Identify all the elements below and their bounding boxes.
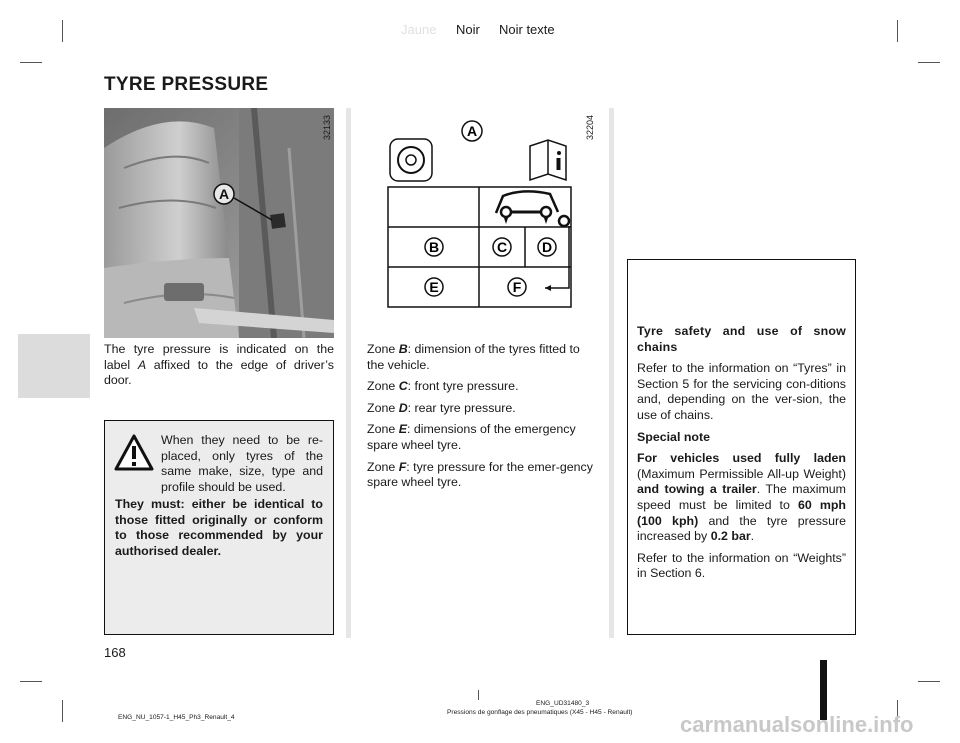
diagram-zone-e: E <box>429 279 439 295</box>
section-tab <box>18 334 90 398</box>
seat-door-photo <box>104 108 334 338</box>
crop-mark <box>20 681 42 682</box>
info-special-note: Special note <box>637 429 710 444</box>
photo-ref-number: 32133 <box>322 114 332 140</box>
zone-item: Zone F: tyre pressure for the emer-gency spare wheel tyre. <box>367 459 593 490</box>
info-para-3: Refer to the information on “Weights” in Section 6. <box>637 550 846 581</box>
warning-text-2: They must: either be identical to those fitted originally or conform to those recommended by your authorised dealer. <box>115 497 323 558</box>
warning-box <box>104 420 334 635</box>
label-ref-a: A <box>137 357 147 372</box>
tyre-label-diagram <box>358 108 606 320</box>
zone-item: Zone C: front tyre pressure. <box>367 379 519 394</box>
info-heading: Tyre safety and use of snow chains <box>637 324 846 354</box>
diagram-zone-b: B <box>428 239 440 255</box>
footer-left: ENG_NU_1057-1_H45_Ph3_Renault_4 <box>118 714 235 721</box>
warning-text-1: When they need to be re-placed, only tyres of the same make, size, type and profile should be used. <box>161 433 323 494</box>
crop-mark <box>918 681 940 682</box>
diagram-zone-c: C <box>496 239 508 255</box>
footer-right-2: Pressions de gonflage des pneumatiques (X45 - H45 - Renault) <box>447 709 633 716</box>
column-divider <box>609 108 614 638</box>
info-box <box>627 259 856 635</box>
plate-jaune: Jaune <box>401 22 437 37</box>
column-divider <box>346 108 351 638</box>
crop-mark <box>918 62 940 63</box>
info-para-2: For vehicles used fully laden (Maximum Permissible All-up Weight) and towing a trailer. The maximum speed must be limited to 60 mph (100 kph) and the tyre pressure increased by 0.2 bar. <box>637 451 846 544</box>
diagram-zone-d: D <box>541 239 553 255</box>
info-box-content <box>637 324 846 588</box>
diagram-zone-f: F <box>512 279 522 295</box>
zone-item: Zone E: dimensions of the emergency spare wheel tyre. <box>367 422 576 452</box>
photo-label-a: A <box>218 186 230 202</box>
zone-item: Zone D: rear tyre pressure. <box>367 400 516 415</box>
page-number: 168 <box>104 645 126 660</box>
label-location-text: The tyre pressure is indicated on the label A affixed to the edge of driver’s door. <box>104 342 334 388</box>
seat-door-illustration <box>104 108 334 338</box>
zones-list <box>367 342 599 497</box>
info-para-1: Refer to the information on “Tyres” in Section 5 for the servicing con-ditions and, depending on the ver-sion, the use of chains. <box>637 361 846 422</box>
diagram-label-a: A <box>466 123 478 139</box>
crop-mark <box>62 20 63 42</box>
warning-triangle-icon <box>113 433 155 473</box>
tyre-label-diagram-svg <box>358 108 606 320</box>
watermark: carmanualsonline.info <box>680 712 914 737</box>
crop-mark <box>62 700 63 722</box>
manual-info-icon <box>530 140 566 180</box>
plate-noir-texte: Noir texte <box>499 22 555 37</box>
crop-mark <box>897 20 898 42</box>
diagram-ref-number: 32204 <box>585 114 595 140</box>
crop-mark <box>20 62 42 63</box>
zone-item: Zone B: dimension of the tyres fitted to the vehicle. <box>367 342 580 372</box>
footer-right-1: ENG_UD31480_3 <box>536 700 590 707</box>
thumb-index-bar <box>820 660 827 720</box>
tyre-icon <box>390 139 432 181</box>
plate-noir: Noir <box>456 22 480 37</box>
crop-mark <box>478 690 479 700</box>
page-title: TYRE PRESSURE <box>104 74 269 95</box>
